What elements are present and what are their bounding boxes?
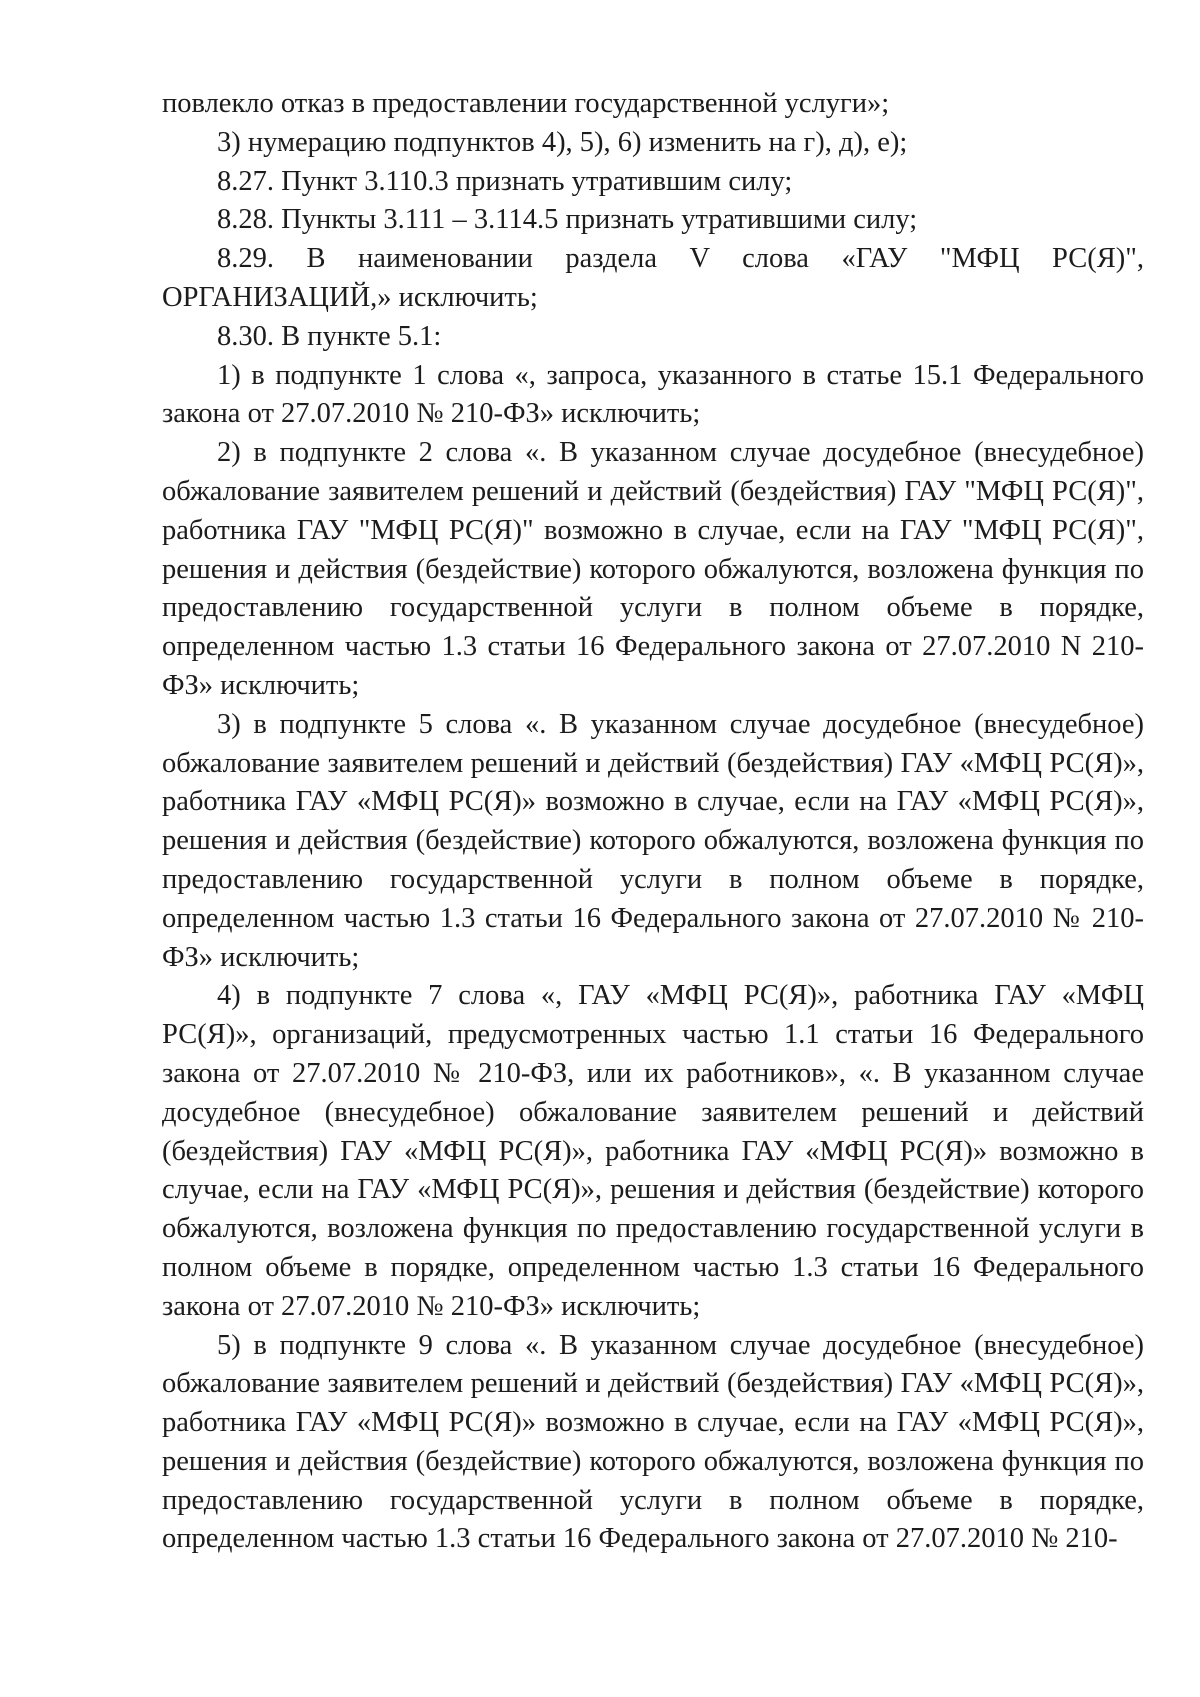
paragraph-renumbering: 3) нумерацию подпунктов 4), 5), 6) изменить на г), д), е); bbox=[217, 126, 908, 158]
paragraph-8-28: 8.28. Пункты 3.111 – 3.114.5 признать утратившими силу; bbox=[217, 204, 918, 236]
paragraph-subitem-1: 1) в подпункте 1 слова «, запроса, указанного в статье 15.1 Федерального закона от 27.07.2010 № 210-ФЗ» исключить; bbox=[162, 359, 1144, 430]
paragraph-subitem-4: 4) в подпункте 7 слова «, ГАУ «МФЦ РС(Я)», работника ГАУ «МФЦ РС(Я)», организаций, предусмотренных частью 1.1 статьи 16 Федерального закона от 27.07.2010 № 210-ФЗ, или их работников», «. В указанном случае досудебное (внесудебное) обжалование заявителем решений и действий (бездействия) ГАУ «МФЦ РС(Я)», работника ГАУ «МФЦ РС(Я)» возможно в случае, если на ГАУ «МФЦ РС(Я)», решения и действия (бездействие) которого обжалуются, возложена функция по предоставлению государственной услуги в полном объеме в порядке, определенном частью 1.3 статьи 16 Федерального закона от 27.07.2010 № 210-ФЗ» исключить; bbox=[162, 980, 1144, 1322]
paragraph-8-29: 8.29. В наименовании раздела V слова «ГАУ "МФЦ РС(Я)", ОРГАНИЗАЦИЙ,» исключить; bbox=[162, 243, 1144, 313]
paragraph-8-30: 8.30. В пункте 5.1: bbox=[217, 320, 442, 352]
paragraph-subitem-3: 3) в подпункте 5 слова «. В указанном случае досудебное (внесудебное) обжалование заявителем решений и действий (бездействия) ГАУ «МФЦ РС(Я)», работника ГАУ «МФЦ РС(Я)» возможно в случае, если на ГАУ «МФЦ РС(Я)», решения и действия (бездействие) которого обжалуются, возложена функция по предоставлению государственной услуги в полном объеме в порядке, определенном частью 1.3 статьи 16 Федерального закона от 27.07.2010 № 210-ФЗ» исключить; bbox=[162, 708, 1144, 973]
paragraph-continuation: повлекло отказ в предоставлении государственной услуги»; bbox=[162, 88, 890, 119]
paragraph-subitem-2: 2) в подпункте 2 слова «. В указанном случае досудебное (внесудебное) обжалование заявителем решений и действий (бездействия) ГАУ "МФЦ РС(Я)", работника ГАУ "МФЦ РС(Я)" возможно в случае, если на ГАУ "МФЦ РС(Я)", решения и действия (бездействие) которого обжалуются, возложена функция по предоставлению государственной услуги в полном объеме в порядке, определенном частью 1.3 статьи 16 Федерального закона от 27.07.2010 N 210-ФЗ» исключить; bbox=[162, 437, 1144, 701]
paragraph-subitem-5: 5) в подпункте 9 слова «. В указанном случае досудебное (внесудебное) обжалование заявителем решений и действий (бездействия) ГАУ «МФЦ РС(Я)», работника ГАУ «МФЦ РС(Я)» возможно в случае, если на ГАУ «МФЦ РС(Я)», решения и действия (бездействие) которого обжалуются, возложена функция по предоставлению государственной услуги в полном объеме в порядке, определенном частью 1.3 статьи 16 Федерального закона от 27.07.2010 № 210- bbox=[162, 1329, 1144, 1555]
paragraph-8-27: 8.27. Пункт 3.110.3 признать утратившим силу; bbox=[217, 165, 793, 197]
document-body bbox=[162, 85, 1144, 1559]
